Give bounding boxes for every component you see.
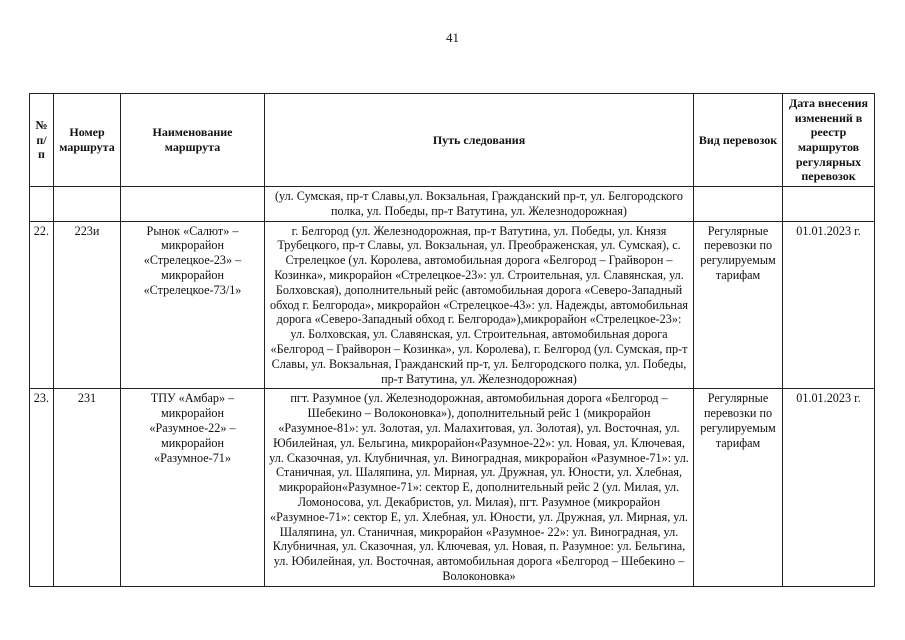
cell-date: 01.01.2023 г. [783, 221, 875, 389]
cell-path: (ул. Сумская, пр-т Славы,ул. Вокзальная, Гражданский пр-т, ул. Белгородского полка, ул. Победы, пр-т Ватутина, ул. Железнодорожная) [265, 187, 694, 222]
cell-num: 22. [30, 221, 54, 389]
header-transport-type: Вид перевозок [694, 94, 783, 187]
cell-route-number: 231 [54, 389, 121, 586]
cell-route-name: ТПУ «Амбар» – микрорайон «Разумное-22» – микрорайон «Разумное-71» [121, 389, 265, 586]
cell-empty [30, 187, 54, 222]
table-row [30, 221, 875, 389]
cell-empty [121, 187, 265, 222]
header-num: № п/п [30, 94, 54, 187]
cell-num: 23. [30, 389, 54, 586]
table-row [30, 389, 875, 586]
page-number: 41 [446, 30, 459, 45]
cell-transport-type: Регулярные перевозки по регулируемым тарифам [694, 389, 783, 586]
cell-path: пгт. Разумное (ул. Железнодорожная, автомобильная дорога «Белгород – Шебекино – Волоконовка»), дополнительный рейс 1 (микрорайон «Разумное-81»: ул. Золотая, ул. Малахитовая, ул. Золотая), ул. Восточная, ул. Юбилейная, ул. Бельгина, микрорайон«Разумное-22»: ул. Новая, ул. Ключевая, ул. Сказочная, ул. Клубничная, ул. Виноградная, микрорайон «Разумное-71»: ул. Станичная, ул. Шаляпина, ул. Мирная, ул. Дружная, ул. Юности, ул. Хлебная, микрорайон«Разумное-71»: сектор Е, дополнительный рейс 2 (ул. Милая, ул. Ломоносова, ул. Декабристов, ул. Милая), пгт. Разумное (микрорайон «Разумное-71»: сектор Е, ул. Хлебная, ул. Юности, ул. Дружная, ул. Мирная, ул. Шаляпина, ул. Станичная, микрорайон «Разумное- 22»: ул. Виноградная, ул. Клубничная, ул. Сказочная, ул. Ключевая, ул. Новая, п. Разумное: ул. Бельгина, ул. Юбилейная, ул. Восточная, автомобильная дорога «Белгород – Шебекино – Волоконовка» [265, 389, 694, 586]
cell-date: 01.01.2023 г. [783, 389, 875, 586]
cell-route-name: Рынок «Салют» – микрорайон «Стрелецкое-23» – микрорайон «Стрелецкое-73/1» [121, 221, 265, 389]
cell-transport-type: Регулярные перевозки по регулируемым тарифам [694, 221, 783, 389]
table-header-row [30, 94, 875, 187]
cell-empty [783, 187, 875, 222]
header-route-name: Наименование маршрута [121, 94, 265, 187]
header-route-number: Номер маршрута [54, 94, 121, 187]
cell-empty [54, 187, 121, 222]
cell-empty [694, 187, 783, 222]
table-row-continuation [30, 187, 875, 222]
header-date: Дата внесения изменений в реестр маршрутов регулярных перевозок [783, 94, 875, 187]
header-path: Путь следования [265, 94, 694, 187]
cell-route-number: 223и [54, 221, 121, 389]
routes-table [29, 93, 875, 587]
cell-path: г. Белгород (ул. Железнодорожная, пр-т Ватутина, ул. Победы, ул. Князя Трубецкого, пр-т Славы, ул. Вокзальная, ул. Преображенская, ул. Сумская), с. Стрелецкое (ул. Королева, автомобильная дорога «Белгород – Грайворон – Козинка», микрорайон «Стрелецкое-23»: ул. Строительная, ул. Славянская, ул. Болховская), дополнительный рейс (автомобильная дорога «Северо-Западный обход г. Белгорода», микрорайон «Стрелецкое-43»: ул. Надежды, автомобильная дорога «Северо-Западный обход г. Белгорода»),микрорайон «Стрелецкое-23»: ул. Болховская, ул. Славянская, ул. Строительная, автомобильная дорога «Белгород – Грайворон – Козинка», ул. Королева), г. Белгород (ул. Сумская, пр-т Славы, ул. Вокзальная, Гражданский пр-т, ул. Белгородского полка, ул. Победы, пр-т Ватутина, ул. Железнодорожная) [265, 221, 694, 389]
